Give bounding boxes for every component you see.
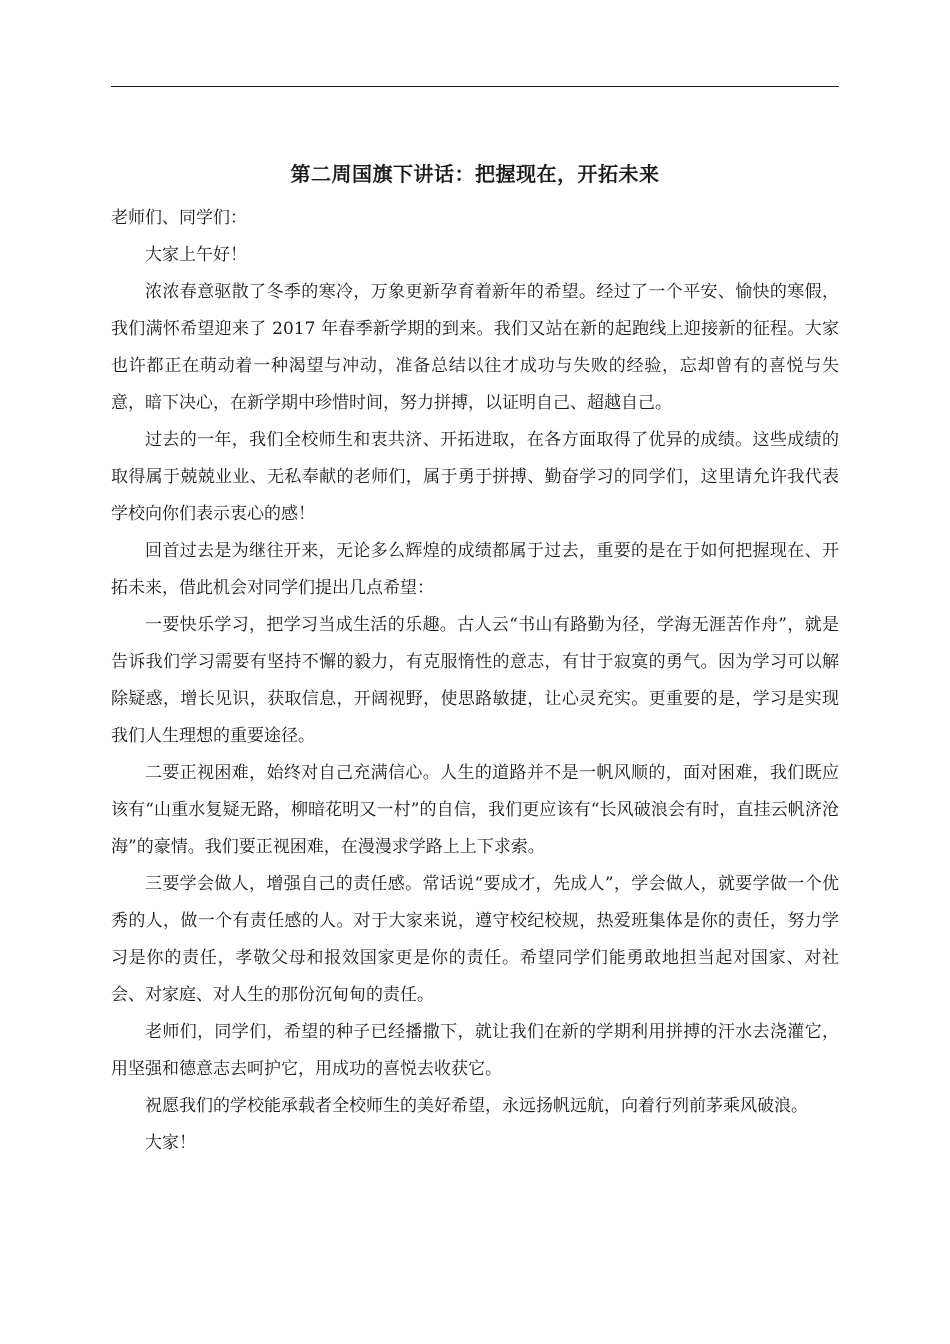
document-title: 第二周国旗下讲话：把握现在，开拓未来 [290,162,660,186]
paragraph-closing: 大家！ [145,1133,196,1153]
paragraph: 浓浓春意驱散了冬季的寒冷，万象更新孕育着新年的希望。经过了一个平安、愉快的寒假，我们满怀希望迎来了 2017 年春季新学期的到来。我们又站在新的起跑线上迎接新的征程。大家也许都正在萌动着一种渴望与冲动，准备总结以往才成功与失败的经验，忘却曾有的喜悦与失意，暗下决心，在新学期中珍惜时间，努力拼搏，以证明自己、超越自己。 [111,282,839,413]
document-body [111,200,839,1162]
paragraph: 老师们，同学们，希望的种子已经播撒下，就让我们在新的学期利用拼搏的汗水去浇灌它，用坚强和德意志去呵护它，用成功的喜悦去收获它。 [111,1022,839,1079]
paragraph: 三要学会做人，增强自己的责任感。常话说“要成才，先成人”，学会做人，就要学做一个优秀的人，做一个有责任感的人。对于大家来说，遵守校纪校规，热爱班集体是你的责任，努力学习是你的责任，孝敬父母和报效国家更是你的责任。希望同学们能勇敢地担当起对国家、对社会、对家庭、对人生的那份沉甸甸的责任。 [111,874,839,1005]
salutation: 老师们、同学们： [111,208,247,228]
paragraph: 过去的一年，我们全校师生和衷共济、开拓进取，在各方面取得了优异的成绩。这些成绩的取得属于兢兢业业、无私奉献的老师们，属于勇于拼搏、勤奋学习的同学们，这里请允许我代表学校向你们表示衷心的感！ [111,430,839,524]
header-rule [111,86,839,87]
paragraph: 一要快乐学习，把学习当成生活的乐趣。古人云“书山有路勤为径，学海无涯苦作舟”，就是告诉我们学习需要有坚持不懈的毅力，有克服惰性的意志，有甘于寂寞的勇气。因为学习可以解除疑惑，增长见识，获取信息，开阔视野，使思路敏捷，让心灵充实。更重要的是，学习是实现我们人生理想的重要途径。 [111,615,839,746]
paragraph: 二要正视困难，始终对自己充满信心。人生的道路并不是一帆风顺的，面对困难，我们既应该有“山重水复疑无路，柳暗花明又一村”的自信，我们更应该有“长风破浪会有时，直挂云帆济沧海”的豪情。我们要正视困难，在漫漫求学路上上下求索。 [111,763,839,857]
paragraph: 回首过去是为继往开来，无论多么辉煌的成绩都属于过去，重要的是在于如何把握现在、开拓未来，借此机会对同学们提出几点希望： [111,541,839,598]
paragraph: 祝愿我们的学校能承载者全校师生的美好希望，永远扬帆远航，向着行列前茅乘风破浪。 [145,1096,808,1116]
paragraph-greeting: 大家上午好！ [145,245,247,265]
